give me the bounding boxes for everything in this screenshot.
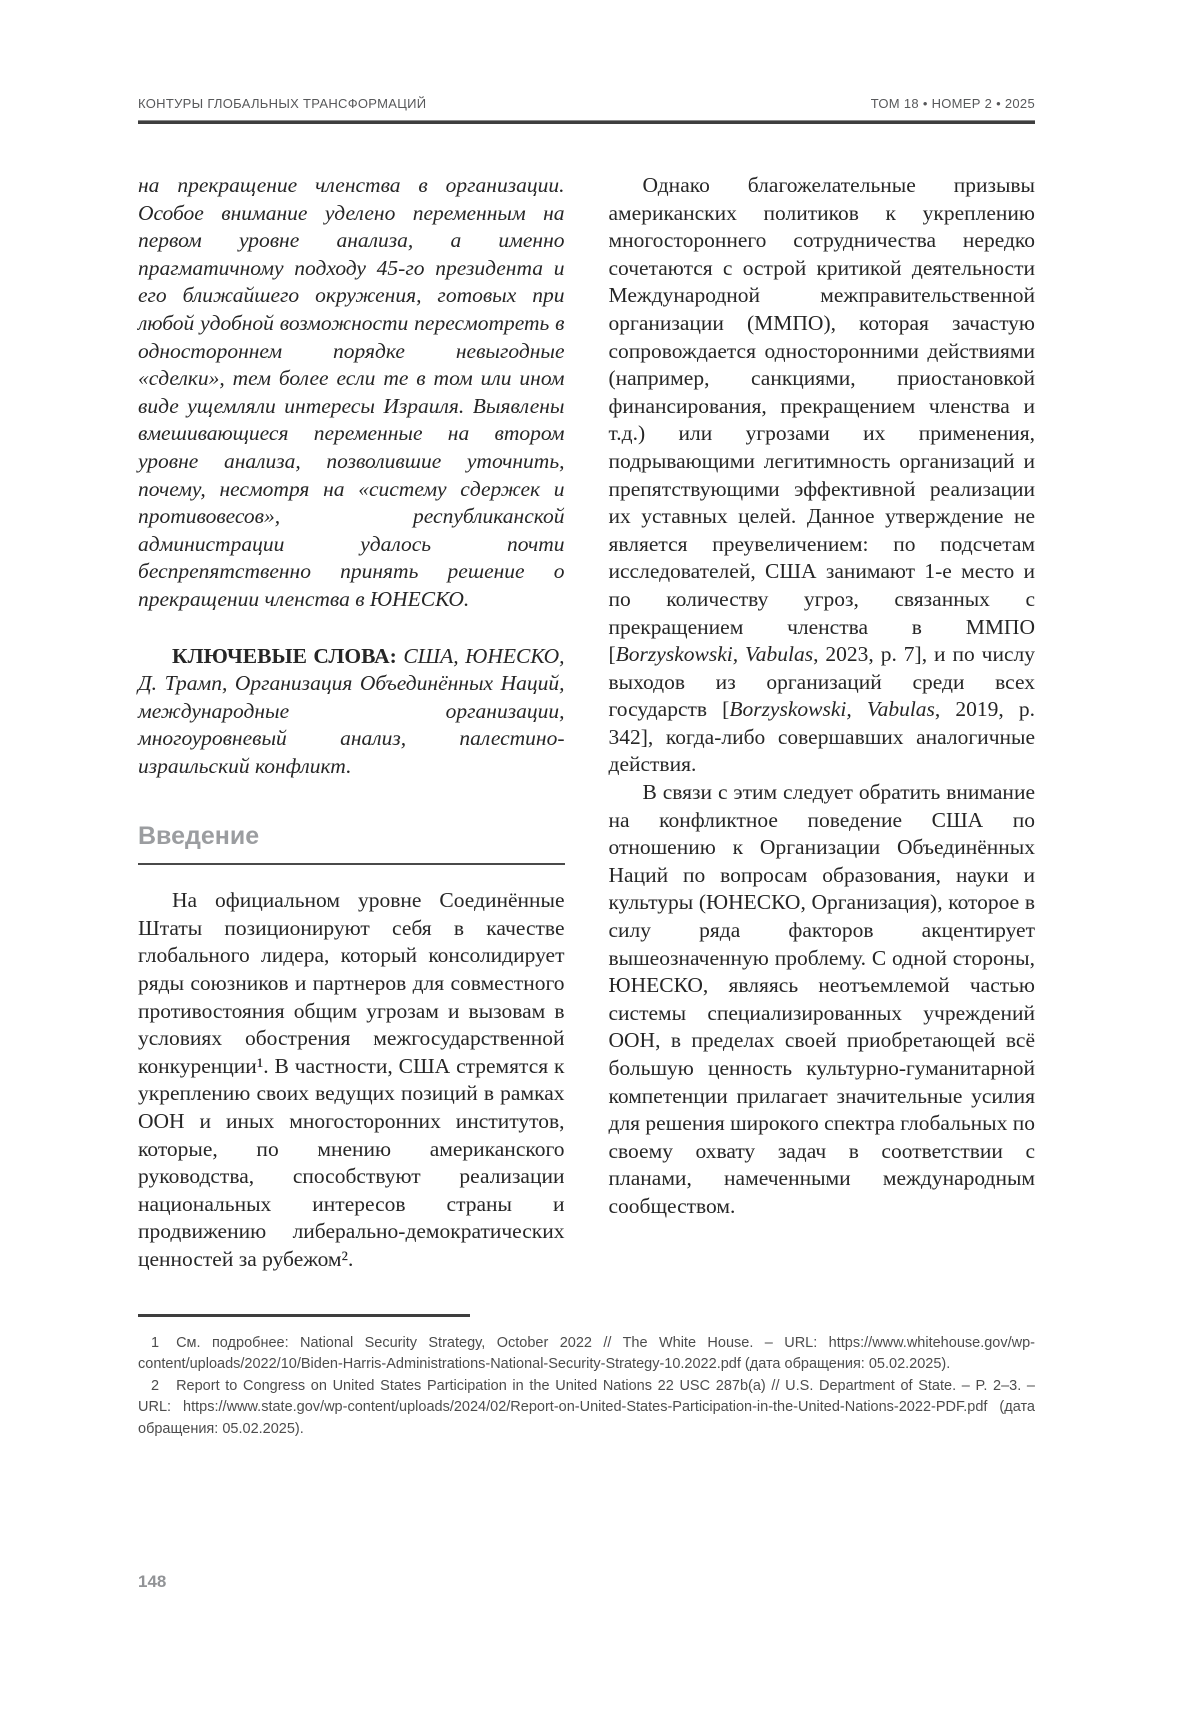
- text-segment: , 2019, p. 342], когда-либо совершавших аналогичные действия.: [608, 697, 1035, 777]
- keywords-list: США, ЮНЕСКО, Д. Трамп, Организация Объединённых Наций, международные организации, многоуровневый анализ, палестино-израильский конфликт.: [138, 643, 565, 778]
- text-segment: Однако благожелательные призывы американских политиков к укреплению многостороннего сотрудничества нередко сочетаются с острой критикой деятельности Международной межправительственной организации (ММПО), которая зачастую сопровождается односторонними действиями (например, санкциями, приостановкой финансирования, прекращением членства и т.д.) или угрозами их применения, подрывающими легитимность организаций и препятствующими эффективной реализации их уставных целей. Данное утверждение не является преувеличением: по подсчетам исследователей, США занимают 1-е место и по количеству угроз, связанных с прекращением членства в ММПО [: [608, 173, 1035, 667]
- section-heading-rule: [138, 863, 565, 865]
- footnotes-block: [138, 1314, 1035, 1441]
- text-segment: , 2023, p. 7], и по числу выходов из организаций среди всех государств [: [608, 642, 1035, 722]
- footnote-number: 1: [151, 1334, 160, 1351]
- footnote-2: [138, 1376, 1035, 1441]
- section-heading-introduction: Введение: [138, 822, 260, 851]
- body-paragraph-2: В связи с этим следует обратить внимание на конфликтное поведение США по отношению к Организации Объединённых Наций по вопросам образования, науки и культуры (ЮНЕСКО, Организация), которое в силу ряда факторов акцентирует вышеозначенную проблему. С одной стороны, ЮНЕСКО, являясь неотъемлемой частью системы специализированных учреждений ООН, в пределах своей приобретающей всё большую ценность культурно-гуманитарной компетенции прилагает значительные усилия для решения широкого спектра глобальных по своему охвату задач в соответствии с планами, намеченными международным сообществом.: [608, 780, 1035, 1218]
- footnote-separator-rule: [138, 1314, 470, 1317]
- page-number: 148: [138, 1572, 167, 1591]
- left-column: [138, 172, 565, 1274]
- footnote-number: 2: [151, 1377, 160, 1394]
- journal-title: КОНТУРЫ ГЛОБАЛЬНЫХ ТРАНСФОРМАЦИЙ: [138, 96, 427, 111]
- keywords-paragraph: [138, 643, 565, 781]
- keywords-label: КЛЮЧЕВЫЕ СЛОВА:: [172, 643, 397, 668]
- abstract-continuation: на прекращение членства в организации. Особое внимание уделено переменным на первом уровне анализа, а именно прагматичному подходу 45-го президента и его ближайшего окружения, готовых при любой удобной возможности пересмотреть в одностороннем порядке невыгодные «сделки», тем более если те в том или ином виде ущемляли интересы Израиля. Выявлены вмешивающиеся переменные на втором уровне анализа, позволившие уточнить, почему, несмотря на «систему сдержек и противовесов», республиканской администрации удалось почти беспрепятственно принять решение о прекращении членства в ЮНЕСКО.: [138, 173, 565, 611]
- footnote-text: См. подробнее: National Security Strategy, October 2022 // The White House. – URL: https://www.whitehouse.gov/wp-content/uploads/2022/10/Biden-Harris-Administrations-National-Security-Strategy-10.2022.pdf (дата обращения: 05.02.2025).: [138, 1334, 1035, 1373]
- citation-authors: Borzyskowski, Vabulas: [615, 642, 814, 667]
- volume-issue: ТОМ 18 • НОМЕР 2 • 2025: [870, 96, 1035, 111]
- running-header: [138, 96, 1035, 111]
- two-column-body: [138, 172, 1035, 1274]
- intro-paragraph: На официальном уровне Соединённые Штаты позиционируют себя в качестве глобального лидера, который консолидирует ряды союзников и партнеров для совместного противостояния общим угрозам и вызовам в условиях обострения межгосударственной конкуренции¹. В частности, США стремятся к укреплению своих ведущих позиций в рамках ООН и иных многосторонних институтов, которые, по мнению американского руководства, способствуют реализации национальных интересов страны и продвижению либерально-демократических ценностей за рубежом².: [138, 888, 565, 1271]
- page: [138, 96, 1035, 1440]
- footnote-1: [138, 1333, 1035, 1376]
- body-paragraph-1: [609, 172, 1036, 779]
- header-rule: [138, 120, 1035, 124]
- right-column: [609, 172, 1036, 1274]
- citation-authors: Borzyskowski, Vabulas: [729, 697, 935, 722]
- footnote-text: Report to Congress on United States Participation in the United Nations 22 USC 287b(a) // U.S. Department of State. – P. 2–3. – URL: https://www.state.gov/wp-content/uploads/2024/02/Report-on-United-States-Participation-in-the-United-Nations-2022-PDF.pdf (дата обращения: 05.02.2025).: [138, 1377, 1035, 1437]
